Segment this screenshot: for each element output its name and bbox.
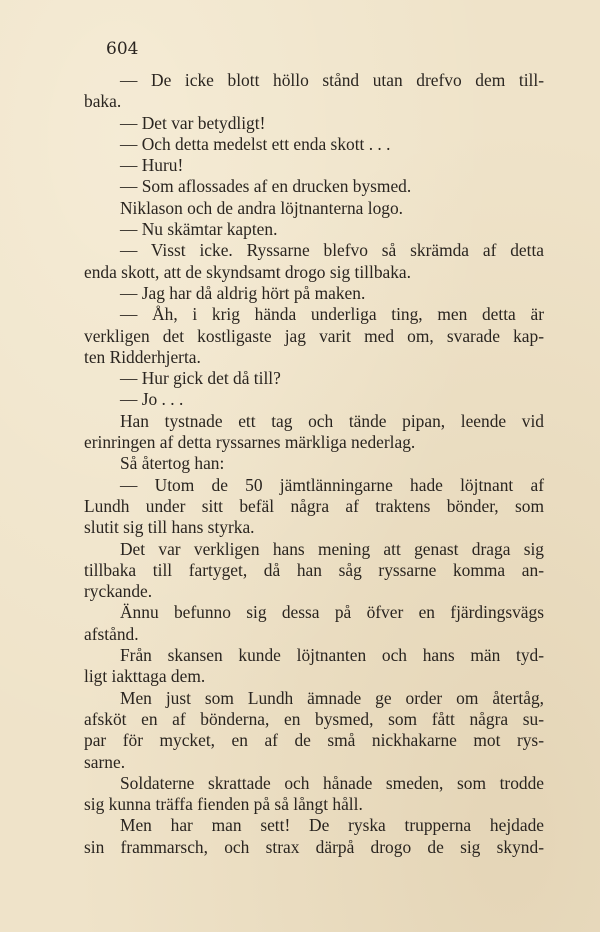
text-line: Lundh under sitt befäl några af traktens bönder, som: [84, 495, 544, 516]
text-line: tillbaka till fartyget, då han såg ryssarne komma an-: [84, 559, 544, 580]
text-line: Soldaterne skrattade och hånade smeden, som trodde: [120, 772, 544, 793]
page-text: [84, 70, 544, 858]
text-line: baka.: [84, 91, 122, 112]
text-line: par för mycket, en af de små nickhakarne mot rys-: [84, 730, 544, 751]
text-line: — Åh, i krig hända underliga ting, men detta är: [120, 304, 544, 325]
text-line: Från skansen kunde löjtnanten och hans män tyd-: [120, 645, 544, 666]
text-line: ten Ridderhjerta.: [84, 346, 201, 367]
text-line: — Jo . . .: [120, 389, 184, 410]
text-line: — Huru!: [120, 155, 184, 176]
text-line: sig kunna träffa fienden på så långt håll.: [84, 794, 363, 815]
text-line: — Utom de 50 jämtlänningarne hade löjtnant af: [120, 474, 544, 495]
text-line: Men har man sett! De ryska trupperna hejdade: [120, 815, 544, 836]
text-line: Det var verkligen hans mening att genast draga sig: [120, 538, 544, 559]
text-line: — De icke blott höllo stånd utan drefvo dem till-: [120, 70, 544, 90]
text-line: Han tystnade ett tag och tände pipan, leende vid: [120, 410, 544, 431]
text-line: Så återtog han:: [120, 453, 225, 474]
text-line: — Nu skämtar kapten.: [120, 219, 278, 240]
text-line: afsköt en af bönderna, en bysmed, som fått några su-: [84, 708, 544, 729]
text-line: enda skott, att de skyndsamt drogo sig tillbaka.: [84, 261, 411, 282]
text-line: — Det var betydligt!: [120, 112, 266, 133]
text-line: — Jag har då aldrig hört på maken.: [120, 282, 366, 303]
text-line: Ännu befunno sig dessa på öfver en fjärdingsvägs: [120, 602, 544, 623]
text-line: — Som aflossades af en drucken bysmed.: [120, 176, 412, 197]
text-line: — Visst icke. Ryssarne blefvo så skrämda af detta: [120, 240, 544, 261]
text-line: sin frammarsch, och strax därpå drogo de sig skynd-: [84, 836, 544, 857]
text-line: — Hur gick det då till?: [120, 368, 281, 389]
text-line: Niklason och de andra löjtnanterna logo.: [120, 197, 403, 218]
text-line: slutit sig till hans styrka.: [84, 517, 255, 538]
text-line: verkligen det kostligaste jag varit med om, svarade kap-: [84, 325, 544, 346]
text-line: sarne.: [84, 751, 126, 772]
text-line: ryckande.: [84, 581, 153, 602]
text-line: Men just som Lundh ämnade ge order om återtåg,: [120, 687, 544, 708]
text-line: — Och detta medelst ett enda skott . . .: [120, 133, 391, 154]
text-line: afstånd.: [84, 623, 139, 644]
text-line: ligt iakttaga dem.: [84, 666, 206, 687]
page-number: 604: [106, 39, 139, 59]
text-line: erinringen af detta ryssarnes märkliga nederlag.: [84, 432, 416, 453]
